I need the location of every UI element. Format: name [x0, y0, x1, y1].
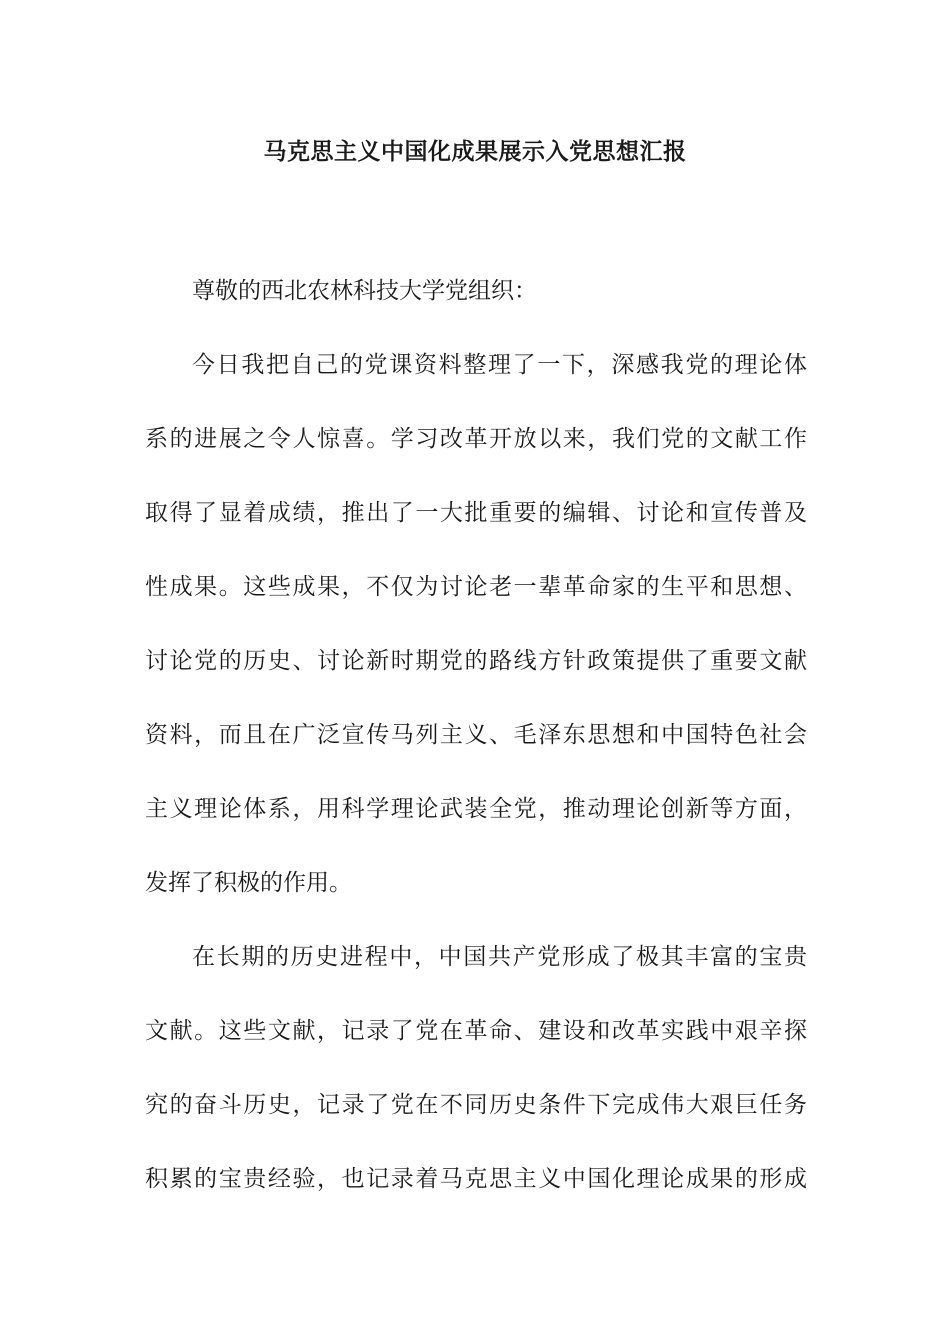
paragraph-line: 系的进展之令人惊喜。学习改革开放以来，我们党的文献工作 — [145, 426, 807, 452]
document-body — [145, 254, 807, 1216]
paragraph-line: 性成果。这些成果，不仅为讨论老一辈革命家的生平和思想、 — [145, 574, 807, 600]
paragraph-line: 发挥了积极的作用。 — [145, 870, 352, 896]
document-title: 马克思主义中国化成果展示入党思想汇报 — [263, 138, 687, 165]
paragraph-line: 究的奋斗历史，记录了党在不同历史条件下完成伟大艰巨任务 — [145, 1092, 807, 1118]
paragraph-line: 文献。这些文献，记录了党在革命、建设和改革实践中艰辛探 — [145, 1018, 807, 1044]
paragraph-line: 积累的宝贵经验，也记录着马克思主义中国化理论成果的形成 — [145, 1166, 807, 1192]
paragraph-line: 讨论党的历史、讨论新时期党的路线方针政策提供了重要文献 — [145, 648, 807, 674]
paragraph-line: 在长期的历史进程中，中国共产党形成了极其丰富的宝贵 — [192, 944, 807, 970]
paragraph-line: 今日我把自己的党课资料整理了一下，深感我党的理论体 — [192, 352, 807, 378]
paragraph-line: 取得了显着成绩，推出了一大批重要的编辑、讨论和宣传普及 — [145, 500, 807, 526]
salutation: 尊敬的西北农林科技大学党组织： — [192, 278, 537, 304]
paragraph-line: 主义理论体系，用科学理论武装全党，推动理论创新等方面， — [145, 796, 807, 822]
paragraph-line: 资料，而且在广泛宣传马列主义、毛泽东思想和中国特色社会 — [145, 722, 807, 748]
